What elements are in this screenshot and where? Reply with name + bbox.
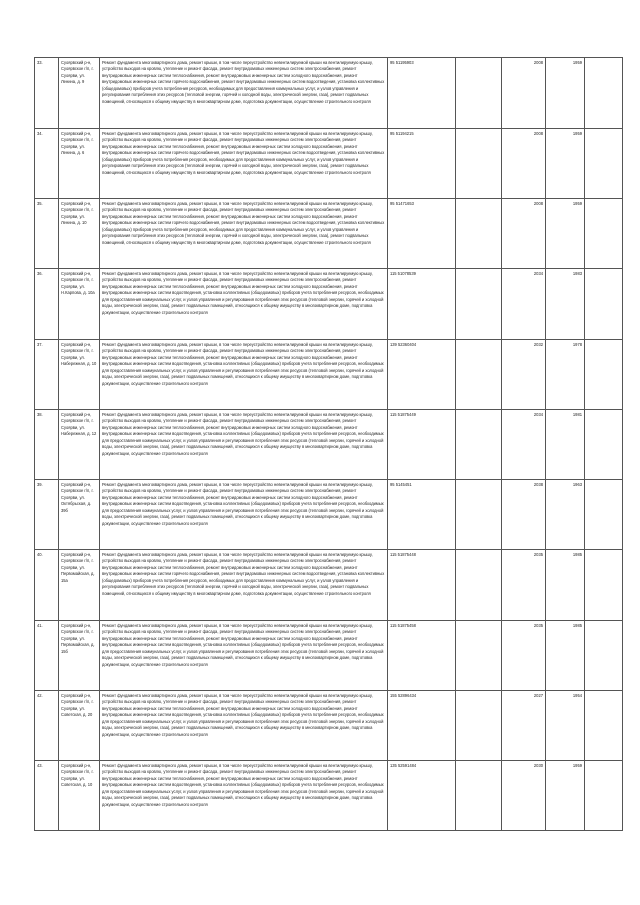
row-empty-cell (456, 550, 502, 621)
row-empty-cell (585, 129, 623, 199)
row-empty-cell (456, 340, 502, 410)
table-row (35, 480, 623, 550)
row-number: 35. (35, 199, 59, 269)
row-number: 43. (35, 761, 59, 831)
row-address: Суоярвский р-н, Суоярвское г/п, г. Суоярви, ул. Советская, д. 10 (59, 761, 100, 831)
row-empty-cell (585, 269, 623, 340)
row-work-list: Ремонт фундамента многоквартирного дома, ремонт крыши, в том числе переустройство невентилируемой крыши на вентилируемую крышу, устройство выходов на кровлю, утепление и ремонт фасада, ремонт внутридомовых инженерных систем электроснабжения, ремонт внутридомовых инженерных систем теплоснабжения, ремонт внутридомовых инженерных систем холодного водоснабжения, ремонт внутридомовых инженерных систем водоотведения, установка коллективных (общедомовых) приборов учета потребления ресурсов, необходимых для предоставления коммунальных услуг, и узлов управления и регулирования потребления этих ресурсов (тепловой энергии, горячей и холодной воды, электрической энергии, газа), ремонт подвальных помещений, относящихся к общему имуществу в многоквартирном доме, подготовка документации, осуществление строительного контроля (100, 269, 388, 340)
row-work-list: Ремонт фундамента многоквартирного дома, ремонт крыши, в том числе переустройство невентилируемой крыши на вентилируемую крышу, устройство выходов на кровлю, утепление и ремонт фасада, ремонт внутридомовых инженерных систем электроснабжения, ремонт внутридомовых инженерных систем теплоснабжения, ремонт внутридомовых инженерных систем холодного водоснабжения, ремонт внутридомовых инженерных систем горячего водоснабжения, ремонт внутридомовых инженерных систем водоотведения, установка коллективных (общедомовых) приборов учета потребления ресурсов, необходимых для предоставления коммунальных услуг, и узлов управления и регулирования потребления этих ресурсов (тепловой энергии, горячей и холодной воды, электрической энергии, газа), ремонт подвальных помещений, относящихся к общему имуществу в многоквартирном доме, подготовка документации, осуществление строительного контроля (100, 58, 388, 129)
row-work-list: Ремонт фундамента многоквартирного дома, ремонт крыши, в том числе переустройство невентилируемой крыши на вентилируемую крышу, устройство выходов на кровлю, утепление и ремонт фасада, ремонт внутридомовых инженерных систем электроснабжения, ремонт внутридомовых инженерных систем теплоснабжения, ремонт внутридомовых инженерных систем холодного водоснабжения, ремонт внутридомовых инженерных систем горячего водоснабжения, ремонт внутридомовых инженерных систем водоотведения, установка коллективных (общедомовых) приборов учета потребления ресурсов, необходимых для предоставления коммунальных услуг, и узлов управления и регулирования потребления этих ресурсов (тепловой энергии, горячей и холодной воды, электрической энергии, газа), ремонт подвальных помещений, относящихся к общему имуществу в многоквартирном доме, подготовка документации, осуществление строительного контроля (100, 550, 388, 621)
row-empty-cell (585, 621, 623, 691)
row-code: 115 51875458 (388, 621, 456, 691)
table-row (35, 199, 623, 269)
row-year-planned: 2034 (502, 269, 546, 340)
row-empty-cell (456, 58, 502, 129)
row-work-list: Ремонт фундамента многоквартирного дома, ремонт крыши, в том числе переустройство невентилируемой крыши на вентилируемую крышу, устройство выходов на кровлю, утепление и ремонт фасада, ремонт внутридомовых инженерных систем электроснабжения, ремонт внутридомовых инженерных систем теплоснабжения, ремонт внутридомовых инженерных систем холодного водоснабжения, ремонт внутридомовых инженерных систем водоотведения, установка коллективных (общедомовых) приборов учета потребления ресурсов, необходимых для предоставления коммунальных услуг, и узлов управления и регулирования потребления этих ресурсов (тепловой энергии, горячей и холодной воды, электрической энергии, газа), ремонт подвальных помещений, относящихся к общему имуществу в многоквартирном доме, подготовка документации, осуществление строительного контроля (100, 480, 388, 550)
row-number: 38. (35, 410, 59, 480)
row-code: 115 51875448 (388, 550, 456, 621)
row-address: Суоярвский р-н, Суоярвское г/п, г. Суоярви, ул. Октябрьская, д. 39б (59, 480, 100, 550)
row-address: Суоярвский р-н, Суоярвское г/п, г. Суоярви, ул. Набережная, д. 10 (59, 340, 100, 410)
table-row (35, 129, 623, 199)
row-empty-cell (585, 761, 623, 831)
table-row (35, 621, 623, 691)
row-address: Суоярвский р-н, Суоярвское г/п, г. Суоярви, ул. Первомайская, д. 15б (59, 621, 100, 691)
row-work-list: Ремонт фундамента многоквартирного дома, ремонт крыши, в том числе переустройство невентилируемой крыши на вентилируемую крышу, устройство выходов на кровлю, утепление и ремонт фасада, ремонт внутридомовых инженерных систем электроснабжения, ремонт внутридомовых инженерных систем теплоснабжения, ремонт внутридомовых инженерных систем холодного водоснабжения, ремонт внутридомовых инженерных систем водоотведения, установка коллективных (общедомовых) приборов учета потребления ресурсов, необходимых для предоставления коммунальных услуг, и узлов управления и регулирования потребления этих ресурсов (тепловой энергии, горячей и холодной воды, электрической энергии, газа), ремонт подвальных помещений, относящихся к общему имуществу в многоквартирном доме, подготовка документации, осуществление строительного контроля (100, 761, 388, 831)
row-year-planned: 2008 (502, 199, 546, 269)
row-empty-cell (585, 199, 623, 269)
row-address: Суоярвский р-н, Суоярвское г/п, г. Суоярви, ул. Ленина, д. 6 (59, 129, 100, 199)
row-address: Суоярвский р-н, Суоярвское г/п, г. Суоярви, ул. Первомайская, д. 15а (59, 550, 100, 621)
row-year-built: 1959 (546, 199, 585, 269)
table-row (35, 691, 623, 761)
row-empty-cell (456, 410, 502, 480)
row-code: 135 52591484 (388, 761, 456, 831)
table-row (35, 550, 623, 621)
row-year-built: 1985 (546, 550, 585, 621)
row-code: 115 51078539 (388, 269, 456, 340)
row-empty-cell (456, 199, 502, 269)
row-empty-cell (585, 691, 623, 761)
row-year-planned: 2035 (502, 550, 546, 621)
row-number: 33. (35, 58, 59, 129)
table-row (35, 269, 623, 340)
row-empty-cell (456, 761, 502, 831)
row-work-list: Ремонт фундамента многоквартирного дома, ремонт крыши, в том числе переустройство невентилируемой крыши на вентилируемую крышу, устройство выходов на кровлю, утепление и ремонт фасада, ремонт внутридомовых инженерных систем электроснабжения, ремонт внутридомовых инженерных систем теплоснабжения, ремонт внутридомовых инженерных систем холодного водоснабжения, ремонт внутридомовых инженерных систем водоотведения, установка коллективных (общедомовых) приборов учета потребления ресурсов, необходимых для предоставления коммунальных услуг, и узлов управления и регулирования потребления этих ресурсов (тепловой энергии, горячей и холодной воды, электрической энергии, газа), ремонт подвальных помещений, относящихся к общему имуществу в многоквартирном доме, подготовка документации, осуществление строительного контроля (100, 621, 388, 691)
row-code: 95 51195903 (388, 58, 456, 129)
row-address: Суоярвский р-н, Суоярвское г/п, г. Суоярви, ул. Набережная, д. 12 (59, 410, 100, 480)
row-code: 95 51471653 (388, 199, 456, 269)
row-code: 95 51194215 (388, 129, 456, 199)
row-year-built: 1985 (546, 621, 585, 691)
row-year-built: 1954 (546, 691, 585, 761)
row-number: 40. (35, 550, 59, 621)
row-year-built: 1959 (546, 761, 585, 831)
table-row (35, 761, 623, 831)
row-work-list: Ремонт фундамента многоквартирного дома, ремонт крыши, в том числе переустройство невентилируемой крыши на вентилируемую крышу, устройство выходов на кровлю, утепление и ремонт фасада, ремонт внутридомовых инженерных систем электроснабжения, ремонт внутридомовых инженерных систем теплоснабжения, ремонт внутридомовых инженерных систем холодного водоснабжения, ремонт внутридомовых инженерных систем водоотведения, установка коллективных (общедомовых) приборов учета потребления ресурсов, необходимых для предоставления коммунальных услуг, и узлов управления и регулирования потребления этих ресурсов (тепловой энергии, горячей и холодной воды, электрической энергии, газа), ремонт подвальных помещений, относящихся к общему имуществу в многоквартирном доме, подготовка документации, осуществление строительного контроля (100, 691, 388, 761)
row-year-planned: 2008 (502, 58, 546, 129)
row-year-built: 1983 (546, 269, 585, 340)
row-year-planned: 2038 (502, 480, 546, 550)
row-empty-cell (585, 550, 623, 621)
table-body (35, 58, 623, 831)
row-empty-cell (456, 269, 502, 340)
row-address: Суоярвский р-н, Суоярвское г/п, г. Суоярви, ул. Советская, д. 20 (59, 691, 100, 761)
row-empty-cell (585, 480, 623, 550)
row-year-built: 1959 (546, 129, 585, 199)
document-page (34, 57, 606, 831)
row-work-list: Ремонт фундамента многоквартирного дома, ремонт крыши, в том числе переустройство невентилируемой крыши на вентилируемую крышу, устройство выходов на кровлю, утепление и ремонт фасада, ремонт внутридомовых инженерных систем электроснабжения, ремонт внутридомовых инженерных систем теплоснабжения, ремонт внутридомовых инженерных систем холодного водоснабжения, ремонт внутридомовых инженерных систем горячего водоснабжения, ремонт внутридомовых инженерных систем водоотведения, установка коллективных (общедомовых) приборов учета потребления ресурсов, необходимых для предоставления коммунальных услуг, и узлов управления и регулирования потребления этих ресурсов (тепловой энергии, горячей и холодной воды, электрической энергии, газа), ремонт подвальных помещений, относящихся к общему имуществу в многоквартирном доме, подготовка документации, осуществление строительного контроля (100, 129, 388, 199)
row-empty-cell (585, 340, 623, 410)
row-empty-cell (585, 58, 623, 129)
table-row (35, 410, 623, 480)
row-number: 39. (35, 480, 59, 550)
row-year-planned: 2032 (502, 340, 546, 410)
table-row (35, 340, 623, 410)
row-year-planned: 2008 (502, 129, 546, 199)
row-empty-cell (456, 691, 502, 761)
row-year-built: 1981 (546, 410, 585, 480)
row-work-list: Ремонт фундамента многоквартирного дома, ремонт крыши, в том числе переустройство невентилируемой крыши на вентилируемую крышу, устройство выходов на кровлю, утепление и ремонт фасада, ремонт внутридомовых инженерных систем электроснабжения, ремонт внутридомовых инженерных систем теплоснабжения, ремонт внутридомовых инженерных систем холодного водоснабжения, ремонт внутридомовых инженерных систем горячего водоснабжения, ремонт внутридомовых инженерных систем водоотведения, установка коллективных (общедомовых) приборов учета потребления ресурсов, необходимых для предоставления коммунальных услуг, и узлов управления и регулирования потребления этих ресурсов (тепловой энергии, горячей и холодной воды, электрической энергии, газа), ремонт подвальных помещений, относящихся к общему имуществу в многоквартирном доме, подготовка документации, осуществление строительного контроля (100, 199, 388, 269)
row-work-list: Ремонт фундамента многоквартирного дома, ремонт крыши, в том числе переустройство невентилируемой крыши на вентилируемую крышу, устройство выходов на кровлю, утепление и ремонт фасада, ремонт внутридомовых инженерных систем электроснабжения, ремонт внутридомовых инженерных систем теплоснабжения, ремонт внутридомовых инженерных систем холодного водоснабжения, ремонт внутридомовых инженерных систем водоотведения, установка коллективных (общедомовых) приборов учета потребления ресурсов, необходимых для предоставления коммунальных услуг, и узлов управления и регулирования потребления этих ресурсов (тепловой энергии, горячей и холодной воды, электрической энергии, газа), ремонт подвальных помещений, относящихся к общему имуществу в многоквартирном доме, подготовка документации, осуществление строительного контроля (100, 410, 388, 480)
table-row (35, 58, 623, 129)
row-work-list: Ремонт фундамента многоквартирного дома, ремонт крыши, в том числе переустройство невентилируемой крыши на вентилируемую крышу, устройство выходов на кровлю, утепление и ремонт фасада, ремонт внутридомовых инженерных систем электроснабжения, ремонт внутридомовых инженерных систем теплоснабжения, ремонт внутридомовых инженерных систем холодного водоснабжения, ремонт внутридомовых инженерных систем водоотведения, установка коллективных (общедомовых) приборов учета потребления ресурсов, необходимых для предоставления коммунальных услуг, и узлов управления и регулирования потребления этих ресурсов (тепловой энергии, горячей и холодной воды, электрической энергии, газа), ремонт подвальных помещений, относящихся к общему имуществу в многоквартирном доме, подготовка документации, осуществление строительного контроля (100, 340, 388, 410)
row-number: 37. (35, 340, 59, 410)
row-code: 115 51875449 (388, 410, 456, 480)
row-address: Суоярвский р-н, Суоярвское г/п, г. Суоярви, ул. Н.Карпова, д. 10а (59, 269, 100, 340)
row-number: 36. (35, 269, 59, 340)
row-address: Суоярвский р-н, Суоярвское г/п, г. Суоярви, ул. Ленина, д. 10 (59, 199, 100, 269)
row-number: 42. (35, 691, 59, 761)
row-empty-cell (585, 410, 623, 480)
row-year-built: 1963 (546, 480, 585, 550)
row-number: 41. (35, 621, 59, 691)
row-year-planned: 2034 (502, 410, 546, 480)
row-empty-cell (456, 480, 502, 550)
row-address: Суоярвский р-н, Суоярвское г/п, г. Суоярви, ул. Ленина, д. 9 (59, 58, 100, 129)
row-code: 139 52360404 (388, 340, 456, 410)
row-code: 95 5145451 (388, 480, 456, 550)
row-empty-cell (456, 129, 502, 199)
row-year-planned: 2035 (502, 621, 546, 691)
row-code: 155 52896434 (388, 691, 456, 761)
row-year-planned: 2030 (502, 761, 546, 831)
row-year-built: 1978 (546, 340, 585, 410)
row-empty-cell (456, 621, 502, 691)
buildings-table (34, 57, 623, 831)
row-year-planned: 2027 (502, 691, 546, 761)
row-number: 34. (35, 129, 59, 199)
row-year-built: 1959 (546, 58, 585, 129)
